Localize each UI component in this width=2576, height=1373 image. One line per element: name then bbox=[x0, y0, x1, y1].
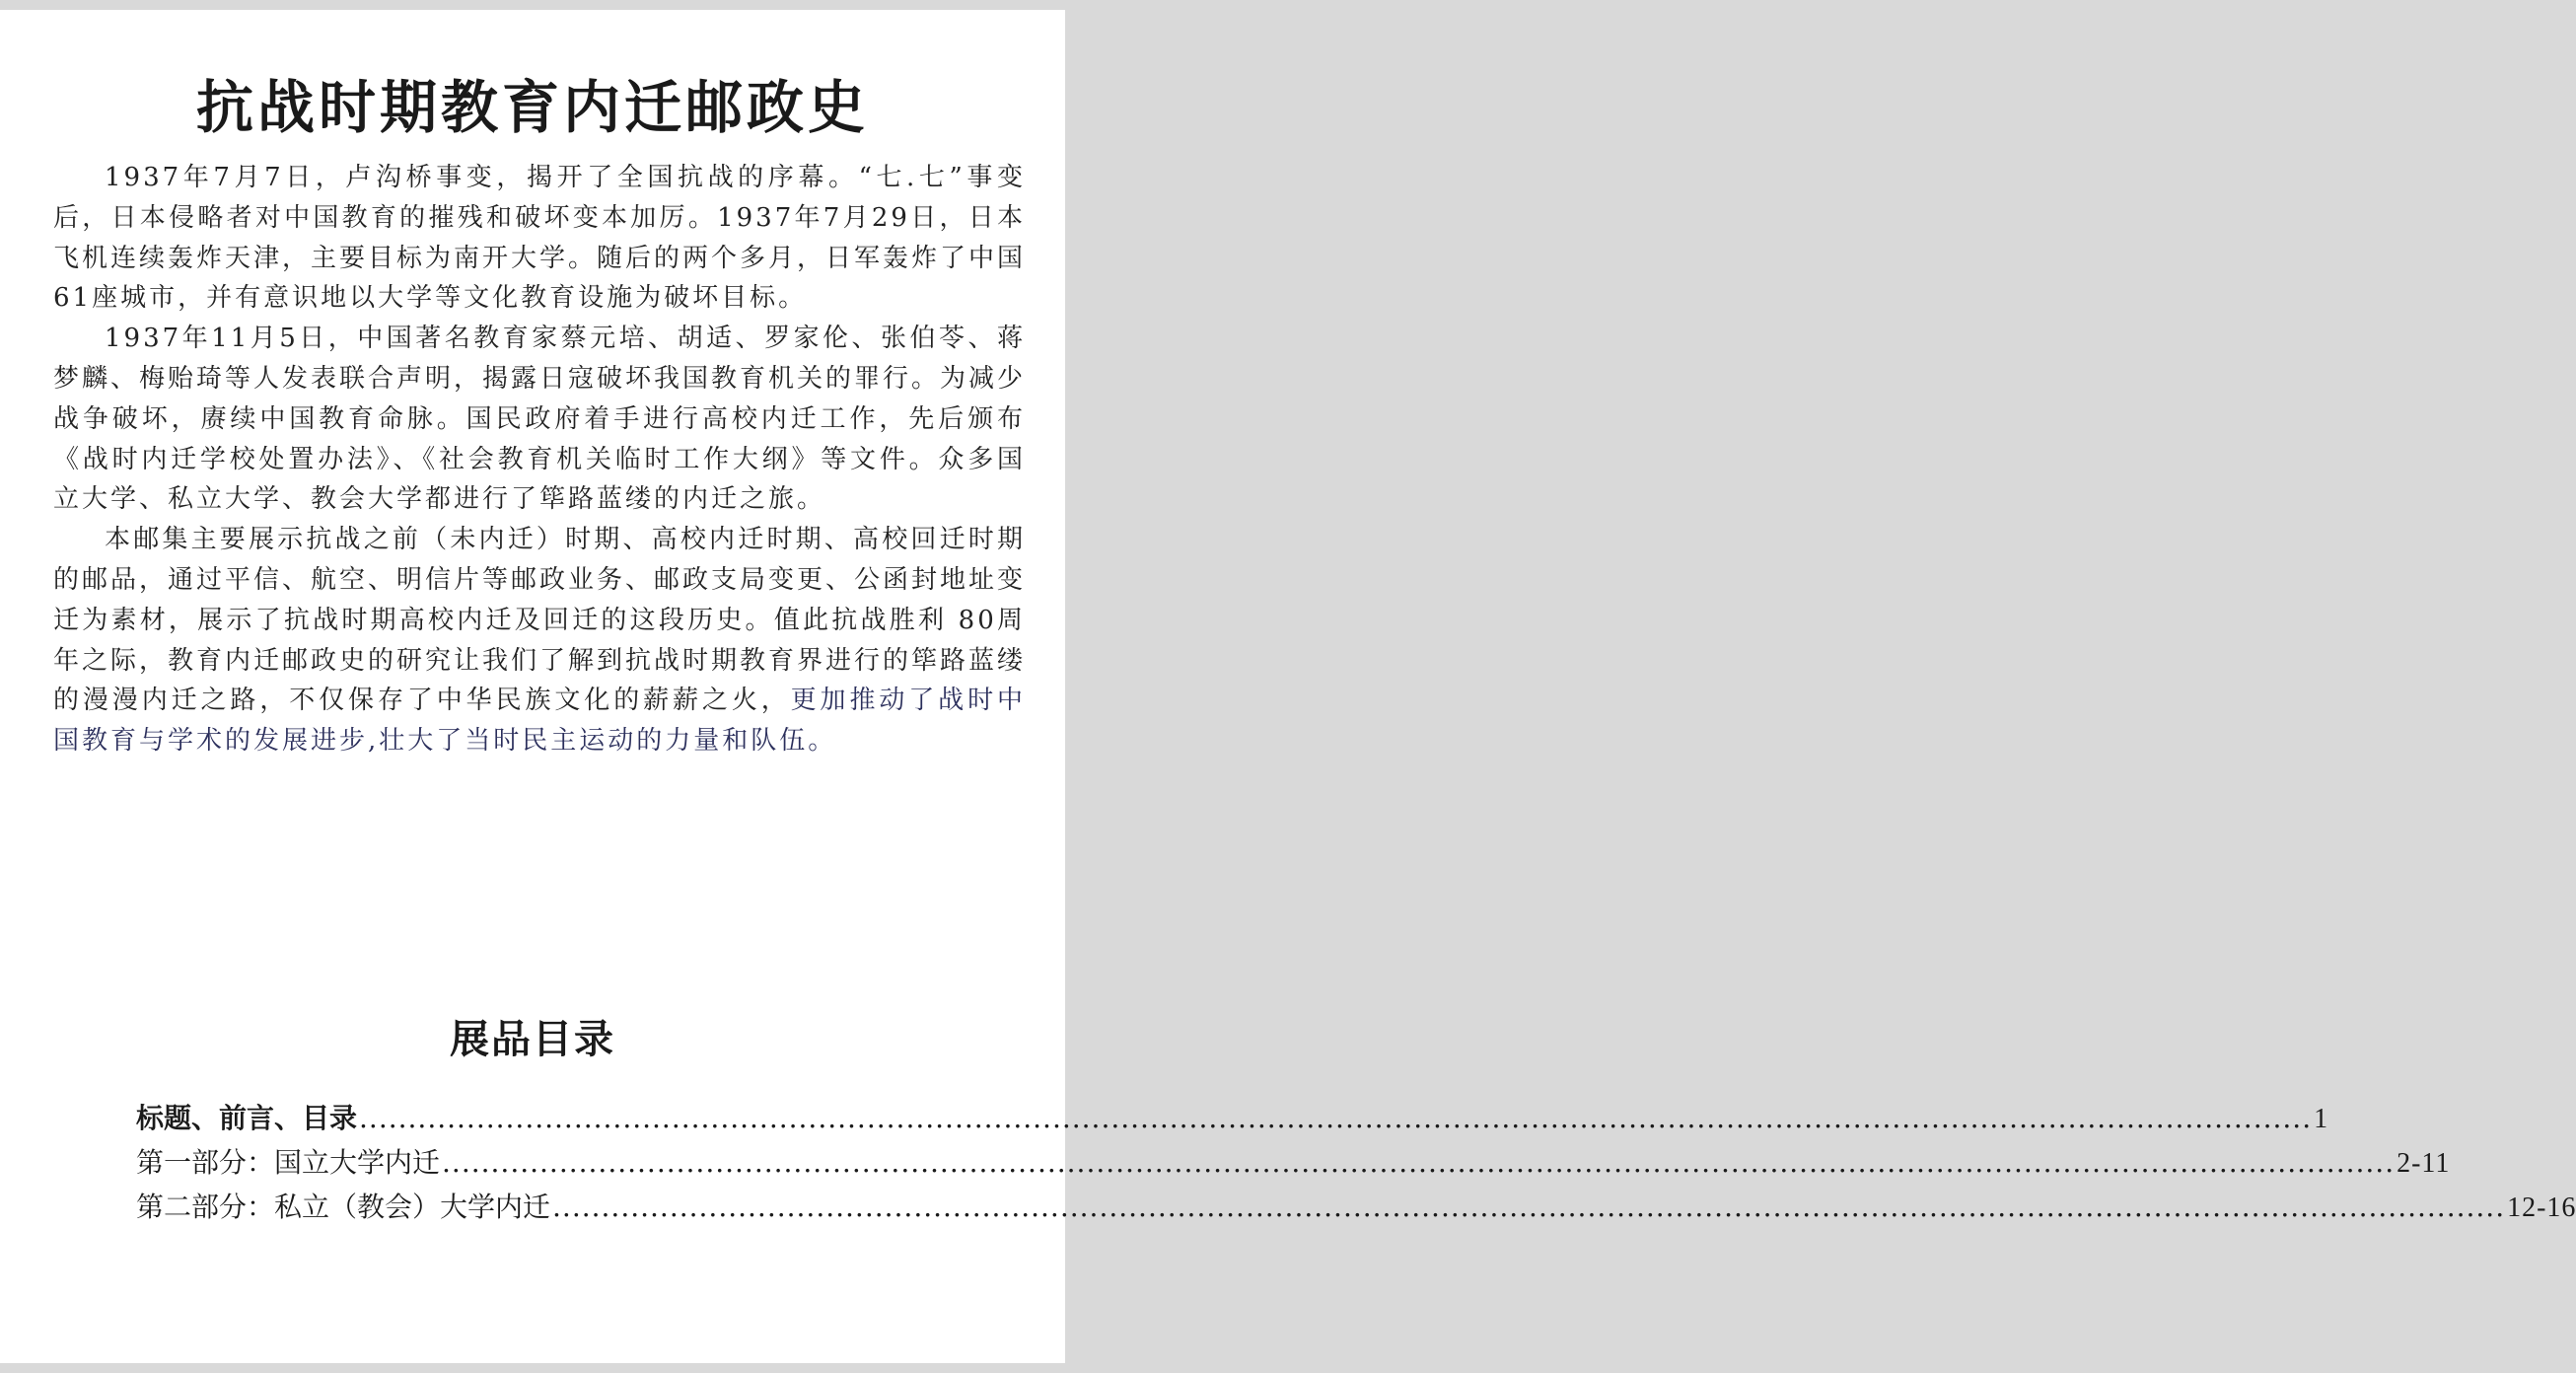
document-page bbox=[0, 10, 2576, 1363]
toc-dot-leader: ........................................................................................................................................................................................................ bbox=[552, 1191, 2506, 1223]
toc-item bbox=[136, 1186, 2576, 1230]
toc-heading: 展品目录 bbox=[450, 1016, 615, 1062]
document-title: 抗战时期教育内迁邮政史 bbox=[195, 74, 869, 141]
preface-paragraph-1: 1937年7月7日，卢沟桥事变，揭开了全国抗战的序幕。“七.七”事变后，日本侵略者对中国教育的摧残和破坏变本加厉。1937年7月29日，日本飞机连续轰炸天津，主要目标为南开大学。随后的两个多月，日军轰炸了中国61座城市，并有意识地以大学等文化教育设施为破坏目标。 bbox=[53, 163, 1027, 314]
toc-item-page: 12-16 bbox=[2507, 1192, 2576, 1223]
table-of-contents bbox=[136, 1097, 2576, 1230]
preface-paragraph-2: 1937年11月5日，中国著名教育家蔡元培、胡适、罗家伦、张伯苓、蒋梦麟、梅贻琦等人发表联合声明，揭露日寇破坏我国教育机关的罪行。为减少战争破坏，赓续中国教育命脉。国民政府着手进行高校内迁工作，先后颁布《战时内迁学校处置办法》、《社会教育机关临时工作大纲》等文件。众多国立大学、私立大学、教会大学都进行了筚路蓝缕的内迁之旅。 bbox=[53, 324, 1027, 515]
preface-paragraph-3 bbox=[53, 520, 1026, 761]
preface-paragraph-3-main: 本邮集主要展示抗战之前（未内迁）时期、高校内迁时期、高校回迁时期的邮品，通过平信、航空、明信片等邮政业务、邮政支局变更、公函封地址变迁为素材，展示了抗战时期高校内迁及回迁的这段历史。值此抗战胜利 80周年之际，教育内迁邮政史的研究让我们了解到抗战时期教育界进行的筚路蓝缕的漫漫内迁之路，不仅保存了中华民族文化的薪薪之火， bbox=[53, 525, 1027, 716]
toc-dot-leader: ........................................................................................................................................................................................................ bbox=[359, 1102, 2313, 1134]
toc-dot-leader: ........................................................................................................................................................................................................ bbox=[442, 1146, 2396, 1179]
preface-body bbox=[53, 158, 1026, 761]
toc-item bbox=[136, 1141, 2451, 1186]
toc-item-page: 2-11 bbox=[2397, 1148, 2451, 1179]
toc-item-page: 1 bbox=[2314, 1104, 2329, 1134]
preface-paragraph-3-tail: 更加推动了战时中国教育与学术的发展进步,壮大了当时民主运动的力量和队伍。 bbox=[53, 686, 1026, 757]
toc-item-label: 第一部分：国立大学内迁 bbox=[136, 1146, 441, 1179]
toc-item-label: 第二部分：私立（教会）大学内迁 bbox=[136, 1191, 551, 1223]
toc-item-label: 标题、前言、目录 bbox=[136, 1102, 358, 1134]
toc-item bbox=[136, 1097, 2329, 1141]
